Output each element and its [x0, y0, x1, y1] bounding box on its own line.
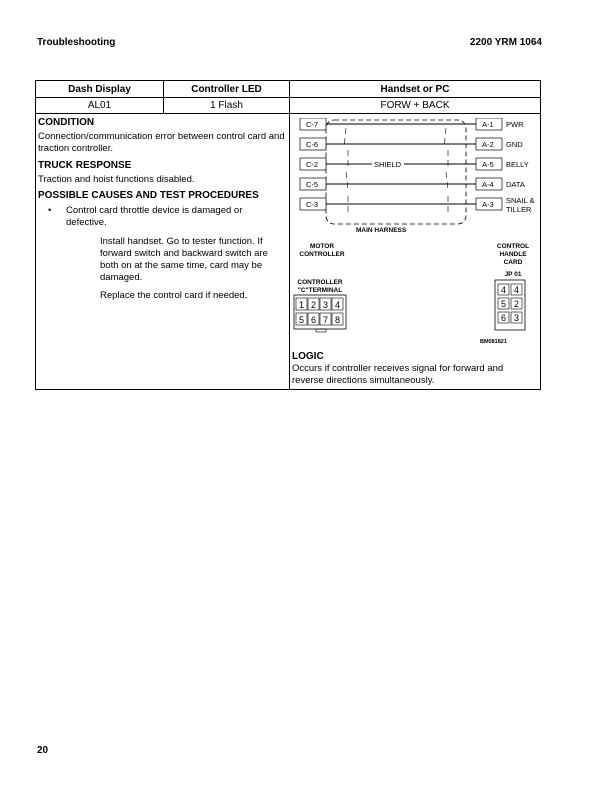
terminal-pin-number: 1: [298, 300, 305, 310]
shield-outline: [326, 120, 466, 224]
signal-label: PWR: [506, 120, 524, 129]
controller-terminal-label: CONTROLLER: [297, 279, 343, 286]
pin-label: A-2: [482, 140, 494, 149]
jp-pin-number: 3: [513, 313, 520, 323]
truck-response-text: Traction and hoist functions disabled.: [38, 173, 195, 185]
cause-text: Control card throttle device is damaged or defective.: [66, 205, 243, 229]
control-card-label: CARD: [503, 259, 523, 266]
troubleshooting-table: [35, 80, 541, 390]
header-title: Troubleshooting: [37, 37, 116, 48]
pin-label: A-4: [482, 180, 494, 189]
terminal-pin-number: 7: [322, 315, 329, 325]
jp-label: JP 01: [504, 271, 522, 278]
shield-wire-right: [444, 128, 448, 216]
harness-label: MAIN HARNESS: [356, 227, 407, 234]
signal-label: BELLY: [506, 160, 529, 169]
bullet-marker: •: [48, 205, 52, 217]
terminal-pin-number: 2: [310, 300, 317, 310]
description-column: [38, 117, 286, 303]
logic-section: [292, 351, 532, 387]
control-card-label: CONTROL: [496, 243, 530, 250]
causes-heading: POSSIBLE CAUSES AND TEST PROCEDURES: [38, 190, 259, 202]
cell-controller-led: 1 Flash: [210, 100, 243, 111]
cause-list-item: [38, 205, 286, 229]
condition-heading: CONDITION: [38, 117, 95, 128]
connector-body: [495, 280, 525, 330]
terminal-pin-number: 6: [310, 315, 317, 325]
shield-wire-left: [344, 128, 348, 216]
signal-label: DATA: [506, 180, 525, 189]
procedure-step: Install handset. Go to tester function. If forward switch and backward switch are both on at the same time, card may be damaged.: [100, 235, 268, 284]
table-row-divider: [36, 113, 540, 114]
terminal-pin-number: 4: [334, 300, 341, 310]
truck-response-heading: TRUCK RESPONSE: [38, 159, 132, 171]
terminal-pin-number: 5: [298, 315, 305, 325]
c-terminal-connector: [294, 295, 346, 332]
motor-controller-label: MOTOR: [309, 243, 335, 250]
controller-terminal-label: "C"TERMINAL: [297, 287, 343, 294]
pin-label: C-6: [306, 140, 319, 149]
jp-pin-number: 4: [500, 285, 507, 295]
page-number: 20: [37, 745, 49, 756]
wiring-diagram: [292, 118, 538, 346]
jp-pin-number: 4: [513, 285, 520, 295]
jp01-connector: [495, 280, 525, 330]
motor-controller-label: CONTROLLER: [299, 251, 345, 258]
cell-handset-or-pc: FORW + BACK: [380, 100, 450, 111]
table-column-divider: [289, 81, 290, 389]
pin-label: A-5: [482, 160, 494, 169]
pin-label: C-3: [306, 200, 319, 209]
column-header-controller-led: Controller LED: [191, 83, 262, 95]
document-id: 2200 YRM 1064: [469, 37, 542, 48]
jp-pin-number: 5: [500, 299, 507, 309]
pin-label: A-3: [482, 200, 494, 209]
column-header-dash-display: Dash Display: [68, 83, 131, 95]
cell-dash-display: AL01: [87, 100, 112, 111]
terminal-pin-number: 8: [334, 315, 341, 325]
terminal-pin-number: 3: [322, 300, 329, 310]
logic-heading: LOGIC: [292, 351, 324, 362]
signal-label: SNAIL &: [506, 196, 535, 205]
pin-label: C-7: [306, 120, 319, 129]
jp-pin-number: 6: [500, 313, 507, 323]
pin-label: C-5: [306, 180, 319, 189]
procedure-step: Replace the control card if needed.: [100, 290, 248, 302]
shield-label: SHIELD: [374, 160, 402, 169]
signal-label: TILLER: [506, 205, 532, 214]
control-card-label: HANDLE: [499, 251, 527, 258]
column-header-handset-or-pc: Handset or PC: [380, 83, 450, 95]
figure-id: BM081821: [480, 339, 507, 345]
pin-label: A-1: [482, 120, 494, 129]
logic-text: Occurs if controller receives signal for forward and reverse directions simultaneously.: [292, 363, 504, 386]
pin-label: C-2: [306, 160, 319, 169]
jp-pin-number: 2: [513, 299, 520, 309]
connector-key: [316, 329, 326, 332]
signal-label: GND: [506, 140, 523, 149]
condition-text: Connection/communication error between control card and traction controller.: [38, 131, 285, 155]
